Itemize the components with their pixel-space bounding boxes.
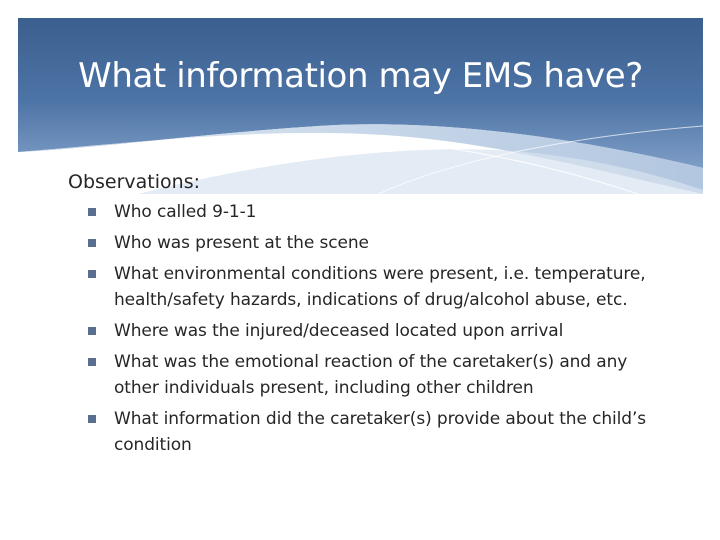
title-banner — [18, 18, 703, 194]
square-bullet-icon — [88, 239, 96, 247]
section-heading: Observations: — [68, 171, 200, 193]
bullet-item — [88, 318, 668, 344]
square-bullet-icon — [88, 327, 96, 335]
bullet-list — [68, 199, 668, 458]
slide-title: What information may EMS have? — [78, 56, 643, 96]
bullet-item — [88, 230, 668, 256]
square-bullet-icon — [88, 415, 96, 423]
square-bullet-icon — [88, 270, 96, 278]
bullet-text: What was the emotional reaction of the caretaker(s) and any other individuals present, including other children — [114, 352, 628, 398]
bullet-text: Who called 9-1-1 — [114, 202, 257, 222]
bullet-text: Where was the injured/deceased located upon arrival — [114, 321, 564, 341]
bullet-text: What information did the caretaker(s) provide about the child’s condition — [114, 409, 647, 455]
title-banner-graphic — [18, 18, 703, 194]
bullet-item — [88, 199, 668, 225]
bullet-text: Who was present at the scene — [114, 233, 369, 253]
square-bullet-icon — [88, 208, 96, 216]
square-bullet-icon — [88, 358, 96, 366]
bullet-item — [88, 349, 668, 401]
bullet-item — [88, 406, 668, 458]
bullet-text: What environmental conditions were present, i.e. temperature, health/safety hazards, indications of drug/alcohol abuse, etc. — [114, 264, 646, 310]
slide-body — [68, 169, 668, 463]
bullet-item — [88, 261, 668, 313]
